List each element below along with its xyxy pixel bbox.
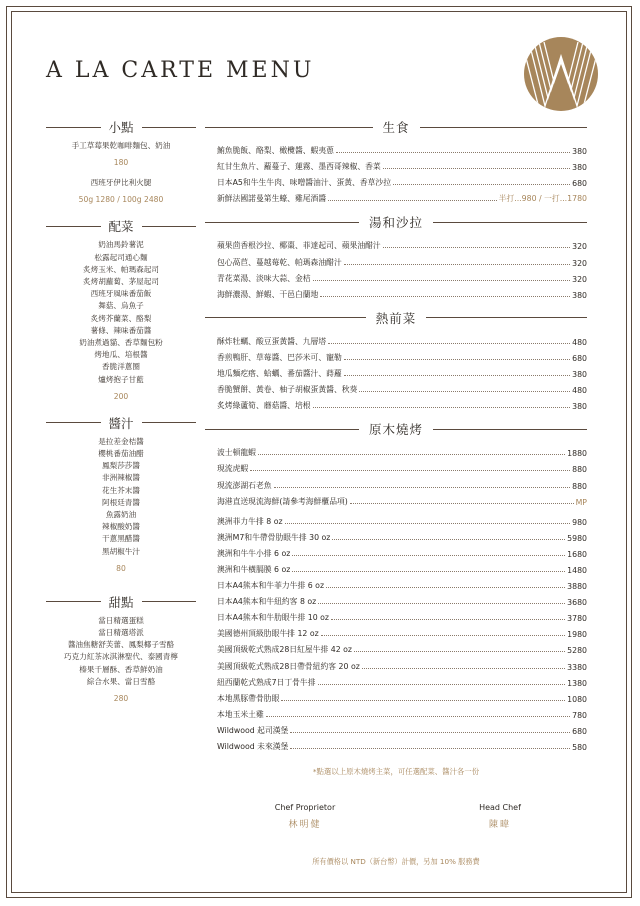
menu-item: 醬油焦糖舒芙蕾、鳳梨椰子雪酪 — [67, 640, 175, 650]
menu-item: 阿根廷青醬 — [102, 497, 140, 507]
menu-item: 美國頂級乾式熟成28日紅屋牛排 42 oz 5280 — [217, 645, 587, 656]
menu-item: Wildwood 起司漢堡 680 — [217, 725, 587, 736]
menu-item: 櫻桃番茄油醋 — [98, 449, 144, 459]
menu-item: 炙烤胡蘿蔔、茅屋起司 — [83, 277, 159, 287]
menu-item: 鮪魚脆飯、酪梨、橄欖醬、蝦夷蔥 380 — [217, 146, 587, 157]
menu-item: 澳洲菲力牛排 8 oz 980 — [217, 516, 587, 527]
menu-item: 鳳梨莎莎醬 — [102, 461, 140, 471]
price: 180 — [113, 158, 129, 168]
menu-item: 澳洲和牛牛小排 6 oz 1680 — [217, 548, 587, 559]
menu-item: 炙烤芥蘭菜、酪梨 — [90, 313, 152, 323]
head-chef — [430, 803, 570, 830]
menu-item: 地瓜麵疙瘩、蛤蠣、番茄醬汁、蒔蘿 380 — [217, 369, 587, 380]
menu-item: 魚露奶油 — [105, 510, 137, 520]
menu-item: 香脆蟹餅、黃卷、柚子胡椒蛋黃醬、秋葵 480 — [217, 385, 587, 396]
chef-proprietor — [235, 803, 375, 830]
menu-item: 炙烤綠蘆筍、蘑菇醬、培根 380 — [217, 401, 587, 412]
menu-item: 本地玉米土雞 780 — [217, 709, 587, 720]
section-sides — [46, 217, 196, 402]
menu-item: 黑胡椒牛汁 — [102, 546, 140, 556]
menu-item: 巧克力紅茶冰淇淋聖代、泰國青檸 — [64, 652, 178, 662]
right-column — [205, 118, 587, 761]
left-column — [46, 118, 196, 716]
chef-role: Chef Proprietor — [274, 803, 336, 812]
menu-item: 薯條、辣味番茄醬 — [90, 325, 152, 335]
menu-item: 本地黑豚帶骨肋眼 1080 — [217, 693, 587, 704]
section-small-plates — [46, 118, 196, 206]
section-heading: 醬汁 — [46, 414, 196, 432]
menu-item: 海鮮濃湯、鮮蝦、干邑白蘭地 380 — [217, 289, 587, 300]
menu-item: 爐烤抱子甘藍 — [98, 374, 144, 384]
section-raw — [205, 118, 587, 204]
section-hot-appetizers — [205, 309, 587, 411]
price: 280 — [113, 694, 129, 704]
grill-footnote: *點選以上原木燒烤主菜，可任選配菜、醬汁各一份 — [312, 767, 480, 776]
section-heading: 湯和沙拉 — [205, 213, 587, 231]
menu-item: 日本A5和牛生牛肉、味噌醬油汁、蛋黃、香草沙拉 680 — [217, 178, 587, 189]
menu-item: 烤地瓜、培根醬 — [94, 350, 148, 360]
menu-item: 日本A4熊本和牛菲力牛排 6 oz 3880 — [217, 581, 587, 592]
section-heading: 原木燒烤 — [205, 420, 587, 438]
menu-item: 日本A4熊本和牛肋眼牛排 10 oz 3780 — [217, 613, 587, 624]
wildwood-logo-icon — [523, 36, 599, 112]
menu-item: 炙烤玉米、帕瑪森起司 — [83, 264, 159, 274]
menu-item: 奶油馬鈴薯泥 — [98, 240, 144, 250]
price: 200 — [113, 391, 129, 401]
menu-item: 是拉差金桔醬 — [98, 436, 144, 446]
section-sauces — [46, 414, 196, 575]
chef-name: 陳暐 — [488, 820, 511, 830]
menu-item: 綜合水果、當日雪酪 — [86, 676, 156, 686]
price-note: 所有價格以 NTD（新台幣）計價，另加 10% 服務費 — [312, 857, 480, 866]
menu-item: 紐西蘭乾式熟成7日丁骨牛排 1380 — [217, 677, 587, 688]
menu-item: 非洲辣椒醬 — [102, 473, 140, 483]
menu-item: 美國頂級乾式熟成28日帶骨紐約客 20 oz 3380 — [217, 661, 587, 672]
menu-item: 奶油煮過貓、香草麵包粉 — [79, 338, 163, 348]
menu-item: 當日精選蛋糕 — [98, 615, 144, 625]
menu-item: 香脆洋蔥圈 — [102, 362, 140, 372]
section-heading: 生食 — [205, 118, 587, 136]
section-heading: 小點 — [46, 118, 196, 136]
menu-item: 辣椒酸奶醬 — [102, 522, 140, 532]
section-soup-salad — [205, 213, 587, 299]
section-heading: 甜點 — [46, 593, 196, 611]
menu-item: Wildwood 未來漢堡 580 — [217, 742, 587, 752]
menu-item: 西班牙風味番茄飯 — [90, 289, 152, 299]
menu-item: 現流澎湖石老魚 880 — [217, 480, 587, 491]
section-heading: 熱前菜 — [205, 309, 587, 327]
section-desserts — [46, 593, 196, 705]
menu-item: 新鮮法國諾曼第生蠔、雞尾酒醬 半打...980 / 一打...1780 — [217, 194, 587, 204]
page-title: A LA CARTE MENU — [46, 58, 315, 83]
menu-item: 現流虎蝦 880 — [217, 464, 587, 475]
section-wood-grill — [205, 420, 587, 752]
menu-item: 香煎鴨肝、草莓醬、巴莎米可、寵勒 680 — [217, 352, 587, 363]
price: 50g 1280 / 100g 2480 — [78, 195, 164, 205]
price: 80 — [116, 563, 126, 573]
section-heading: 配菜 — [46, 217, 196, 235]
menu-item: 花生芥末醬 — [102, 485, 140, 495]
menu-item: 海港直送現流海鮮 (請參考海鮮櫃品項) MP — [217, 496, 587, 507]
menu-item: 手工草莓果乾咖啡麵包、奶油 — [71, 141, 171, 150]
menu-item: 澳洲和牛橫膈膜 6 oz 1480 — [217, 564, 587, 575]
menu-item: 舞菇、烏魚子 — [98, 301, 144, 311]
chef-role: Head Chef — [479, 803, 521, 812]
menu-item: 榛果千層酥、香草鮮奶油 — [79, 664, 163, 674]
menu-item: 酥炸牡蠣、酸豆蛋黃醬、九層塔 480 — [217, 336, 587, 347]
chef-name: 林明健 — [288, 820, 322, 830]
menu-item: 蘋果茴香根沙拉、椰棗、菲達起司、蘋果油醋汁 320 — [217, 241, 587, 252]
menu-item: 松露起司通心麵 — [94, 252, 148, 262]
menu-item: 澳洲M7和牛帶骨肋眼牛排 30 oz 5980 — [217, 532, 587, 543]
menu-item: 青花菜湯、淡味大蒜、金桔 320 — [217, 273, 587, 284]
menu-item: 西班牙伊比利火腿 — [90, 178, 152, 188]
menu-item: 紅甘生魚片、蘿蔓子、蓮霧、墨西哥辣椒、香菜 380 — [217, 162, 587, 173]
menu-item: 干蔥黑醋醬 — [102, 534, 140, 544]
menu-item: 美國德州頂級肋眼牛排 12 oz 1980 — [217, 629, 587, 640]
menu-item: 當日精選塔派 — [98, 628, 144, 638]
menu-item: 包心萵苣、蔓越莓乾、帕瑪森油醋汁 320 — [217, 257, 587, 268]
menu-item: 波士頓龍蝦 1880 — [217, 448, 587, 459]
menu-item: 日本A4熊本和牛紐約客 8 oz 3680 — [217, 597, 587, 608]
